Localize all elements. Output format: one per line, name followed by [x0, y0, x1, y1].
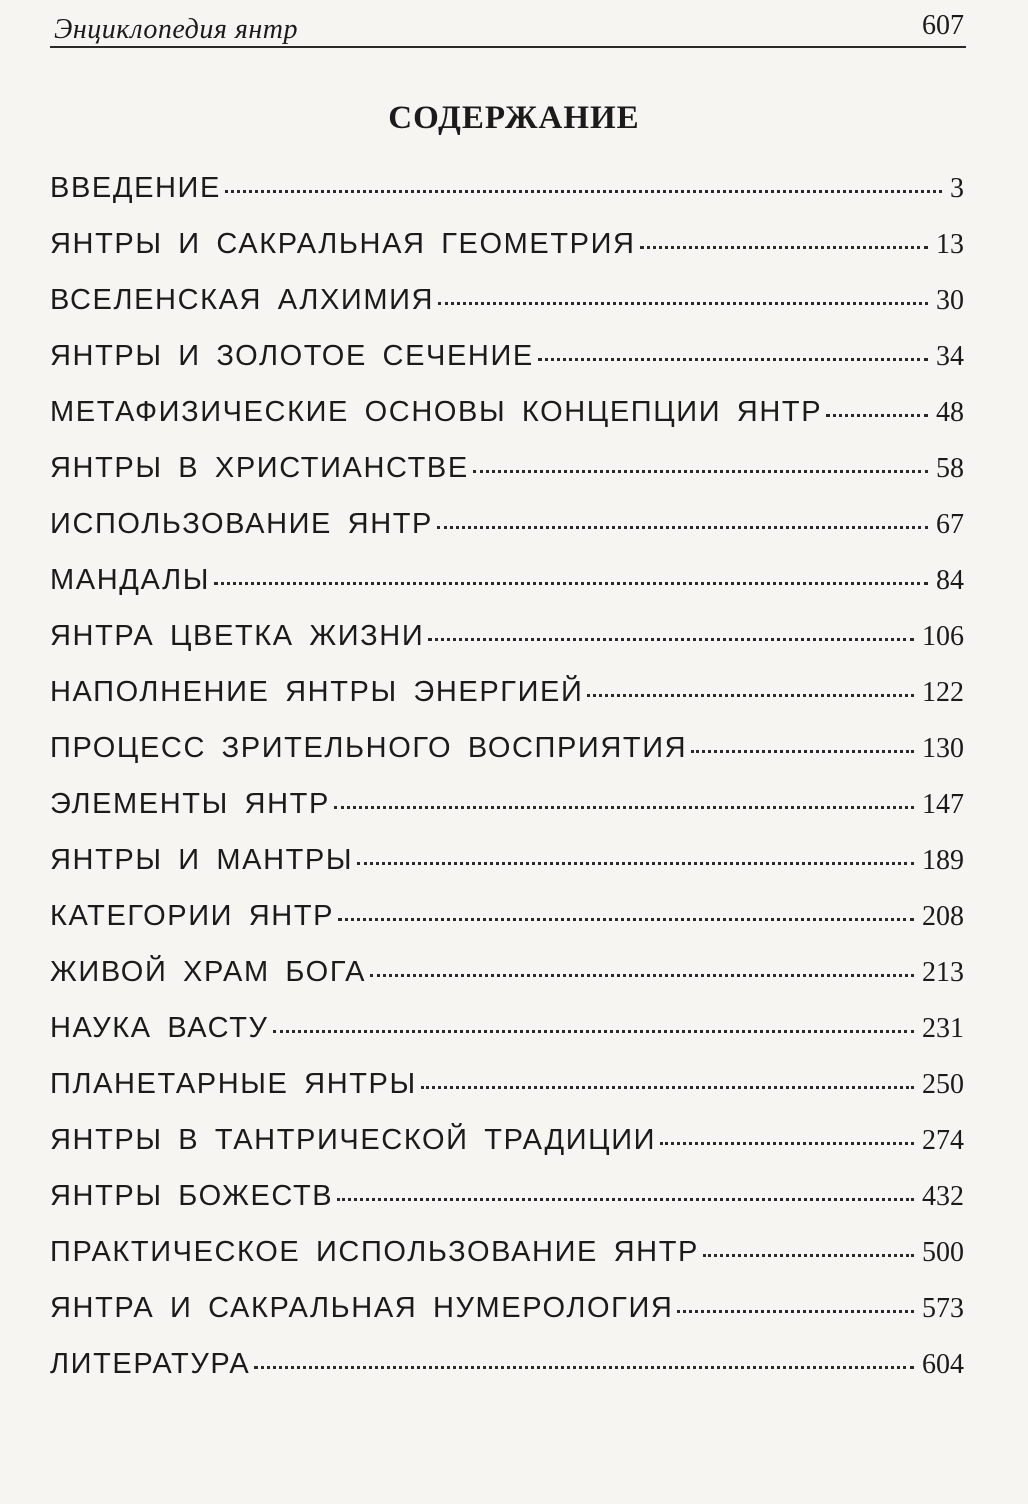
- toc-entry-title: ВВЕДЕНИЕ: [50, 172, 221, 204]
- toc-entry-title: ЖИВОЙ ХРАМ БОГА: [50, 956, 367, 988]
- toc-entry: [50, 1068, 964, 1124]
- dot-leader: [214, 580, 928, 585]
- toc-entry: [50, 844, 964, 900]
- toc-entry-page: 147: [922, 789, 964, 820]
- toc-entry-page: 573: [922, 1293, 964, 1324]
- toc-entry-page: 67: [936, 509, 964, 540]
- toc-entry-page: 231: [922, 1013, 964, 1044]
- toc-entry-title: ЯНТРА ЦВЕТКА ЖИЗНИ: [50, 620, 425, 652]
- toc-entry-title: ЯНТРЫ И ЗОЛОТОЕ СЕЧЕНИЕ: [50, 340, 534, 372]
- dot-leader: [438, 300, 928, 305]
- dot-leader: [473, 468, 928, 473]
- toc-entry-page: 500: [922, 1237, 964, 1268]
- dot-leader: [691, 748, 914, 753]
- page-number: 607: [922, 10, 964, 41]
- toc-entry: [50, 1236, 964, 1292]
- toc-entry: [50, 1348, 964, 1404]
- toc-entry: [50, 676, 964, 732]
- toc-entry-page: 432: [922, 1181, 964, 1212]
- toc-entry: [50, 228, 964, 284]
- toc-list: [50, 172, 964, 1404]
- dot-leader: [587, 692, 914, 697]
- toc-entry-page: 213: [922, 957, 964, 988]
- toc-entry-title: ЯНТРЫ В ТАНТРИЧЕСКОЙ ТРАДИЦИИ: [50, 1124, 657, 1156]
- toc-entry: [50, 564, 964, 620]
- toc-entry: [50, 508, 964, 564]
- dot-leader: [334, 804, 914, 809]
- toc-entry-page: 34: [936, 341, 964, 372]
- toc-entry: [50, 172, 964, 228]
- toc-entry: [50, 452, 964, 508]
- toc-entry-page: 208: [922, 901, 964, 932]
- dot-leader: [826, 412, 928, 417]
- toc-entry: [50, 340, 964, 396]
- toc-entry-title: ЭЛЕМЕНТЫ ЯНТР: [50, 788, 330, 820]
- toc-entry: [50, 788, 964, 844]
- toc-entry-title: ЛИТЕРАТУРА: [50, 1348, 251, 1380]
- dot-leader: [421, 1084, 914, 1089]
- toc-entry-title: ВСЕЛЕНСКАЯ АЛХИМИЯ: [50, 284, 435, 316]
- toc-entry: [50, 732, 964, 788]
- dot-leader: [225, 188, 942, 193]
- toc-entry: [50, 284, 964, 340]
- dot-leader: [337, 1196, 914, 1201]
- toc-entry-title: НАПОЛНЕНИЕ ЯНТРЫ ЭНЕРГИЕЙ: [50, 676, 584, 708]
- toc-entry-title: ЯНТРЫ В ХРИСТИАНСТВЕ: [50, 452, 469, 484]
- toc-entry: [50, 956, 964, 1012]
- toc-entry-page: 604: [922, 1349, 964, 1380]
- dot-leader: [677, 1308, 914, 1313]
- toc-entry-page: 274: [922, 1125, 964, 1156]
- toc-entry-title: ЯНТРЫ БОЖЕСТВ: [50, 1180, 334, 1212]
- dot-leader: [538, 356, 928, 361]
- toc-entry: [50, 1012, 964, 1068]
- dot-leader: [357, 860, 914, 865]
- toc-entry: [50, 396, 964, 452]
- toc-entry-title: ПРОЦЕСС ЗРИТЕЛЬНОГО ВОСПРИЯТИЯ: [50, 732, 688, 764]
- dot-leader: [273, 1028, 914, 1033]
- running-title: Энциклопедия янтр: [54, 14, 298, 45]
- toc-entry-title: МАНДАЛЫ: [50, 564, 210, 596]
- toc-entry-page: 250: [922, 1069, 964, 1100]
- toc-entry-page: 130: [922, 733, 964, 764]
- dot-leader: [428, 636, 914, 641]
- toc-entry-page: 48: [936, 397, 964, 428]
- toc-entry: [50, 1292, 964, 1348]
- toc-entry-title: КАТЕГОРИИ ЯНТР: [50, 900, 335, 932]
- dot-leader: [254, 1364, 914, 1369]
- dot-leader: [338, 916, 914, 921]
- toc-heading: СОДЕРЖАНИЕ: [388, 100, 640, 136]
- running-header: [50, 6, 966, 48]
- toc-entry-page: 106: [922, 621, 964, 652]
- toc-entry-page: 84: [936, 565, 964, 596]
- dot-leader: [703, 1252, 914, 1257]
- toc-entry-page: 13: [936, 229, 964, 260]
- dot-leader: [660, 1140, 914, 1145]
- dot-leader: [640, 244, 928, 249]
- toc-entry: [50, 620, 964, 676]
- toc-entry-title: ЯНТРА И САКРАЛЬНАЯ НУМЕРОЛОГИЯ: [50, 1292, 674, 1324]
- toc-entry-title: ЯНТРЫ И САКРАЛЬНАЯ ГЕОМЕТРИЯ: [50, 228, 636, 260]
- toc-entry-title: ЯНТРЫ И МАНТРЫ: [50, 844, 354, 876]
- toc-entry: [50, 900, 964, 956]
- toc-entry-page: 3: [950, 173, 964, 204]
- toc-entry-title: НАУКА ВАСТУ: [50, 1012, 269, 1044]
- toc-entry-title: ПЛАНЕТАРНЫЕ ЯНТРЫ: [50, 1068, 417, 1100]
- toc-entry-title: МЕТАФИЗИЧЕСКИЕ ОСНОВЫ КОНЦЕПЦИИ ЯНТР: [50, 396, 823, 428]
- toc-entry-page: 189: [922, 845, 964, 876]
- toc-entry: [50, 1124, 964, 1180]
- toc-entry-page: 58: [936, 453, 964, 484]
- toc-entry-page: 30: [936, 285, 964, 316]
- dot-leader: [437, 524, 928, 529]
- toc-entry-title: ИСПОЛЬЗОВАНИЕ ЯНТР: [50, 508, 433, 540]
- dot-leader: [370, 972, 914, 977]
- toc-entry-page: 122: [922, 677, 964, 708]
- toc-entry: [50, 1180, 964, 1236]
- toc-entry-title: ПРАКТИЧЕСКОЕ ИСПОЛЬЗОВАНИЕ ЯНТР: [50, 1236, 699, 1268]
